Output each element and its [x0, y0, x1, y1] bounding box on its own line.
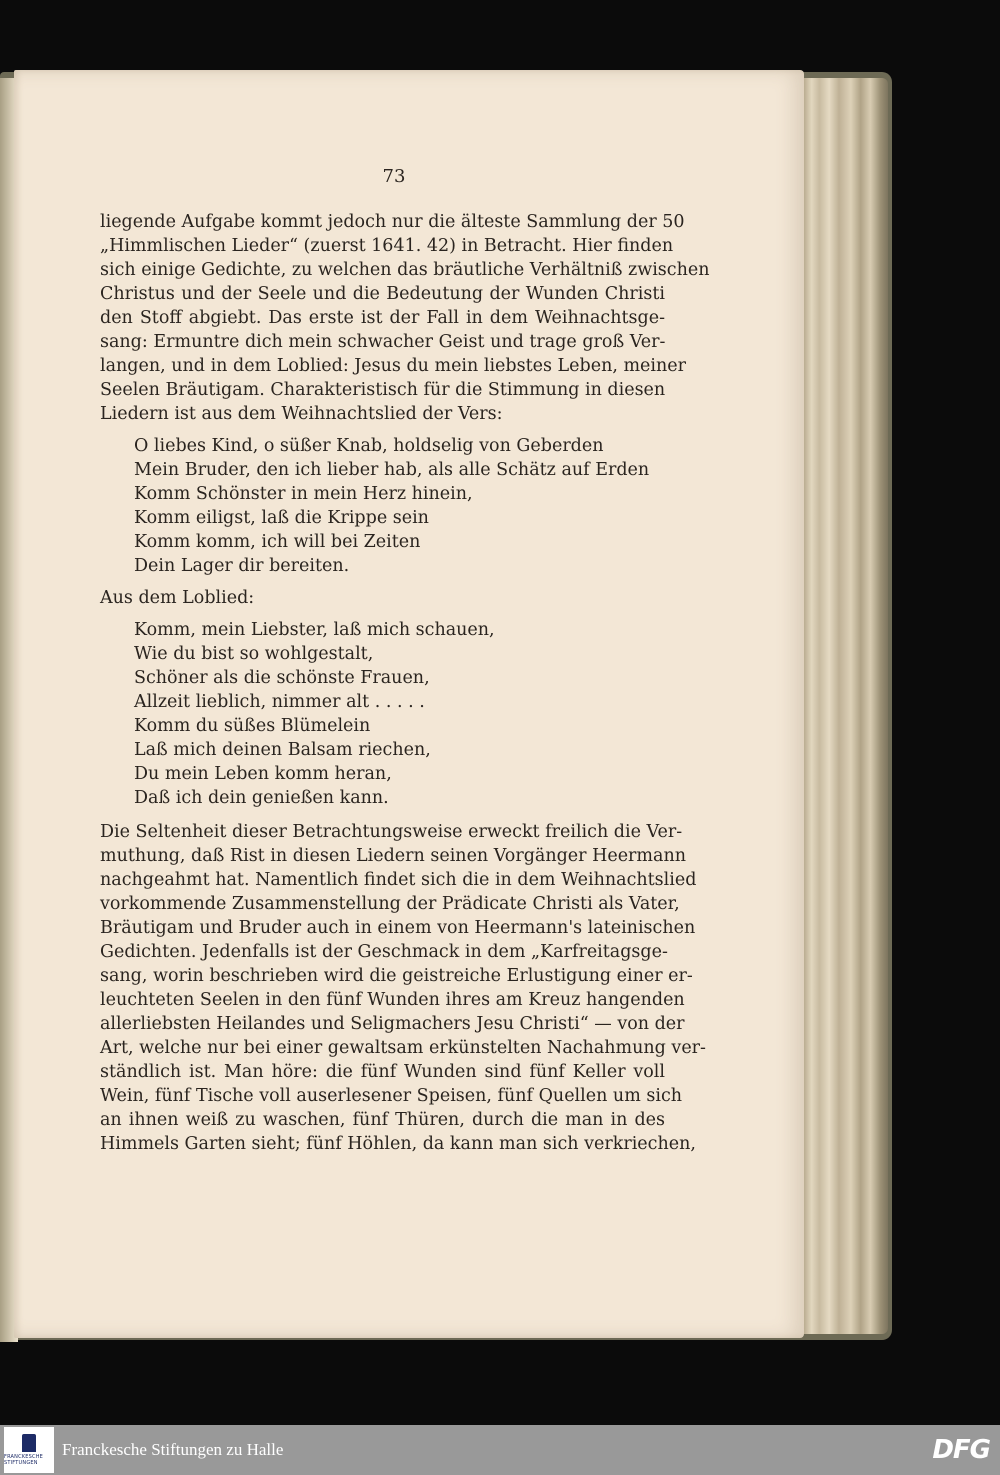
page-edges — [790, 78, 888, 1334]
verse-line: Komm komm, ich will bei Zeiten — [134, 532, 421, 552]
verse-line: Komm, mein Liebster, laß mich schauen, — [134, 620, 495, 640]
page-text — [100, 210, 710, 1156]
text-line: sang, worin beschrieben wird die geistreiche Erlustigung einer er- — [100, 966, 693, 986]
text-line: den Stoff abgiebt. Das erste ist der Fall in dem Weihnachtsge- — [100, 308, 665, 328]
text-line: leuchteten Seelen in den fünf Wunden ihres am Kreuz hangenden — [100, 990, 685, 1010]
text-line: muthung, daß Rist in diesen Liedern seinen Vorgänger Heermann — [100, 846, 686, 866]
verse-line: Dein Lager dir bereiten. — [134, 556, 350, 576]
text-line: vorkommende Zusammenstellung der Prädicate Christi als Vater, — [100, 894, 680, 914]
text-line: Christus und der Seele und die Bedeutung der Wunden Christi — [100, 284, 665, 304]
verse-line: Komm du süßes Blümelein — [134, 716, 371, 736]
verse-line: Laß mich deinen Balsam riechen, — [134, 740, 431, 760]
text-line: Die Seltenheit dieser Betrachtungsweise erweckt freilich die Ver- — [100, 822, 683, 842]
franckesche-logo[interactable] — [4, 1427, 54, 1473]
text-line: Himmels Garten sieht; fünf Höhlen, da kann man sich verkriechen, — [100, 1134, 696, 1154]
text-line: Wein, fünf Tische voll auserlesener Speisen, fünf Quellen um sich — [100, 1086, 683, 1106]
text-line: „Himmlischen Lieder“ (zuerst 1641. 42) in Betracht. Hier finden — [100, 236, 674, 256]
paragraph-2 — [100, 820, 706, 1156]
verse-loblied — [100, 618, 665, 810]
verse-line: Allzeit lieblich, nimmer alt . . . . . — [134, 692, 425, 712]
verse-line: Wie du bist so wohlgestalt, — [134, 644, 374, 664]
verse-line: Komm Schönster in mein Herz hinein, — [134, 484, 473, 504]
verse-christmas — [100, 434, 665, 578]
text-line: ständlich ist. Man höre: die fünf Wunden sind fünf Keller voll — [100, 1062, 665, 1082]
text-line: sang: Ermuntre dich mein schwacher Geist und trage groß Ver- — [100, 332, 666, 352]
page-number: 73 — [382, 166, 406, 187]
text-line: Liedern ist aus dem Weihnachtslied der Vers: — [100, 404, 503, 424]
dfg-logo[interactable]: DFG — [932, 1435, 990, 1465]
text-line: liegende Aufgabe kommt jedoch nur die älteste Sammlung der 50 — [100, 212, 685, 232]
text-line: allerliebsten Heilandes und Seligmachers Jesu Christi“ — von der — [100, 1014, 685, 1034]
verse-intro: Aus dem Loblied: — [100, 588, 255, 608]
text-line: Bräutigam und Bruder auch in einem von Heermann's lateinischen — [100, 918, 696, 938]
institution-name: Franckesche Stiftungen zu Halle — [62, 1440, 284, 1459]
text-line: Gedichten. Jedenfalls ist der Geschmack in dem „Karfreitagsge- — [100, 942, 668, 962]
viewer-footer — [0, 1425, 1000, 1475]
text-line: nachgeahmt hat. Namentlich findet sich die in dem Weihnachtslied — [100, 870, 697, 890]
text-line: langen, und in dem Loblied: Jesus du mein liebstes Leben, meiner — [100, 356, 687, 376]
book-page — [14, 70, 804, 1338]
text-line: sich einige Gedichte, zu welchen das bräutliche Verhältniß zwischen — [100, 260, 710, 280]
logo-text: FRANCKESCHE STIFTUNGEN — [4, 1454, 44, 1466]
verse-line: Daß ich dein genießen kann. — [134, 788, 389, 808]
verse-line: Mein Bruder, den ich lieber hab, als alle Schätz auf Erden — [134, 460, 650, 480]
verse-line: O liebes Kind, o süßer Knab, holdselig von Geberden — [134, 436, 604, 456]
verse-line: Komm eiligst, laß die Krippe sein — [134, 508, 429, 528]
verse-line: Schöner als die schönste Frauen, — [134, 668, 430, 688]
text-line: an ihnen weiß zu waschen, fünf Thüren, durch die man in des — [100, 1110, 665, 1130]
building-icon — [22, 1434, 36, 1452]
text-line: Seelen Bräutigam. Charakteristisch für die Stimmung in diesen — [100, 380, 666, 400]
paragraph-1 — [100, 210, 710, 426]
text-line: Art, welche nur bei einer gewaltsam erkünstelten Nachahmung ver- — [100, 1038, 706, 1058]
verse-line: Du mein Leben komm heran, — [134, 764, 392, 784]
